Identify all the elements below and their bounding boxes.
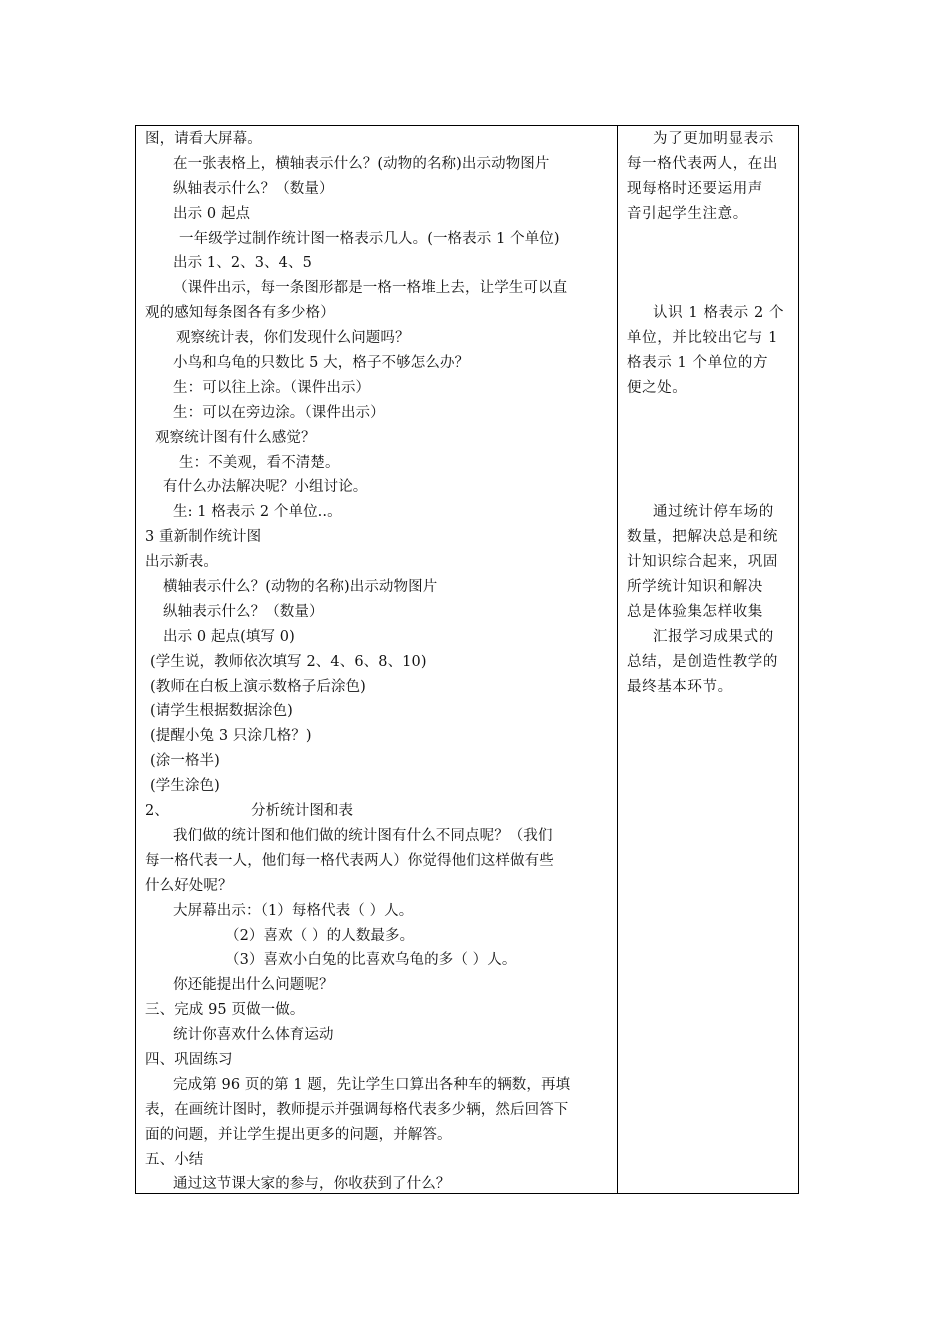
note-line: 音引起学生注意。 [627, 205, 748, 222]
content-line: 我们做的统计图和他们做的统计图有什么不同点呢？（我们 [173, 827, 553, 844]
column-divider [617, 126, 618, 1193]
content-line: 小鸟和乌龟的只数比 5 大，格子不够怎么办？ [173, 355, 470, 372]
content-line: 横轴表示什么？(动物的名称)出示动物图片 [163, 579, 438, 596]
content-line: (学生涂色) [150, 778, 220, 795]
note-line: 汇报学习成果式的 [653, 628, 774, 645]
content-line: 生：可以在旁边涂。（课件出示） [173, 404, 385, 421]
content-line: 观的感知每条图各有多少格） [145, 305, 335, 322]
note-line: 便之处。 [627, 379, 688, 396]
note-line: 计知识综合起来，巩固 [627, 554, 778, 571]
section-heading: 3 重新制作统计图 [145, 529, 262, 546]
content-line: （2）喜欢（ ）的人数最多。 [225, 927, 415, 944]
content-line: 出示 0 起点(填写 0) [163, 628, 295, 645]
note-spacer [627, 475, 793, 500]
content-line: 大屏幕出示：（1）每格代表（ ）人。 [173, 902, 414, 919]
content-line: 你还能提出什么问题呢？ [173, 977, 334, 994]
content-line: 观察统计图有什么感觉？ [155, 429, 316, 446]
content-line: 图，请看大屏幕。 [145, 131, 262, 147]
note-line: 所学统计知识和解决 [627, 579, 763, 596]
content-line: 出示 1、2、3、4、5 [173, 255, 312, 272]
content-line: 在一张表格上，横轴表示什么？(动物的名称)出示动物图片 [173, 155, 550, 172]
note-spacer [627, 451, 793, 476]
note-line: 最终基本环节。 [627, 678, 733, 695]
note-spacer [627, 251, 793, 276]
content-line: 完成第 96 页的第 1 题，先让学生口算出各种车的辆数，再填 [173, 1076, 571, 1093]
content-line: 出示 0 起点 [173, 205, 251, 222]
note-line: 格表示 1 个单位的方 [627, 355, 769, 372]
section-heading: 三、完成 95 页做一做。 [145, 1002, 305, 1019]
content-line: (提醒小兔 3 只涂几格？) [150, 728, 312, 745]
note-line: 认识 1 格表示 2 个 [653, 305, 785, 322]
section-number: 2、 [145, 803, 169, 820]
content-line: 纵轴表示什么？（数量） [173, 180, 334, 197]
content-line: 统计你喜欢什么体育运动 [173, 1027, 334, 1044]
content-line: （3）喜欢小白兔的比喜欢乌龟的多（ ）人。 [225, 952, 517, 969]
content-line: (教师在白板上演示数格子后涂色) [150, 678, 366, 695]
section-heading: 四、巩固练习 [145, 1051, 233, 1068]
section-heading [145, 799, 613, 824]
content-line: 表，在画统计图时，教师提示并强调每格代表多少辆，然后回答下 [145, 1101, 569, 1118]
note-spacer [627, 227, 793, 252]
note-line: 数量，把解决总是和统 [627, 529, 778, 546]
content-line: 出示新表。 [145, 554, 218, 571]
note-spacer [627, 426, 793, 451]
content-line: 有什么办法解决呢？小组讨论。 [163, 479, 368, 496]
note-line: 每一格代表两人，在出 [627, 155, 778, 172]
note-spacer [627, 276, 793, 301]
content-line: 生：可以往上涂。（课件出示） [173, 379, 371, 396]
section-title: 分析统计图和表 [250, 803, 354, 820]
content-line: (涂一格半) [150, 753, 220, 770]
section-heading: 五、小结 [145, 1151, 204, 1168]
content-line: （课件出示，每一条图形都是一格一格堆上去，让学生可以直 [173, 280, 568, 297]
note-line: 总是体验集怎样收集 [627, 603, 763, 620]
note-line: 单位，并比较出它与 1 [627, 330, 778, 347]
content-line: 生: 1 格表示 2 个单位..。 [173, 504, 342, 521]
content-line: 通过这节课大家的参与，你收获到了什么？ [173, 1176, 451, 1193]
lesson-plan-table [135, 125, 799, 1194]
note-spacer [627, 401, 793, 426]
note-line: 通过统计停车场的 [653, 504, 774, 521]
content-line: (请学生根据数据涂色) [150, 703, 293, 720]
content-line: 一年级学过制作统计图一格表示几人。(一格表示 1 个单位) [179, 230, 560, 247]
content-line: 面的问题，并让学生提出更多的问题，并解答。 [145, 1126, 452, 1143]
content-line: 观察统计表，你们发现什么问题吗？ [176, 330, 410, 347]
note-line: 为了更加明显表示 [653, 131, 774, 147]
content-line: (学生说，教师依次填写 2、4、6、8、10) [150, 653, 427, 670]
content-line: 生：不美观，看不清楚。 [179, 454, 340, 471]
content-line: 每一格代表一人，他们每一格代表两人）你觉得他们这样做有些 [145, 852, 554, 869]
content-line: 纵轴表示什么？（数量） [163, 603, 324, 620]
content-line: 什么好处呢？ [145, 877, 233, 894]
note-line: 现每格时还要运用声 [627, 180, 763, 197]
lesson-content-column [145, 127, 613, 1197]
note-line: 总结，是创造性教学的 [627, 653, 778, 670]
design-notes-column [627, 127, 793, 699]
